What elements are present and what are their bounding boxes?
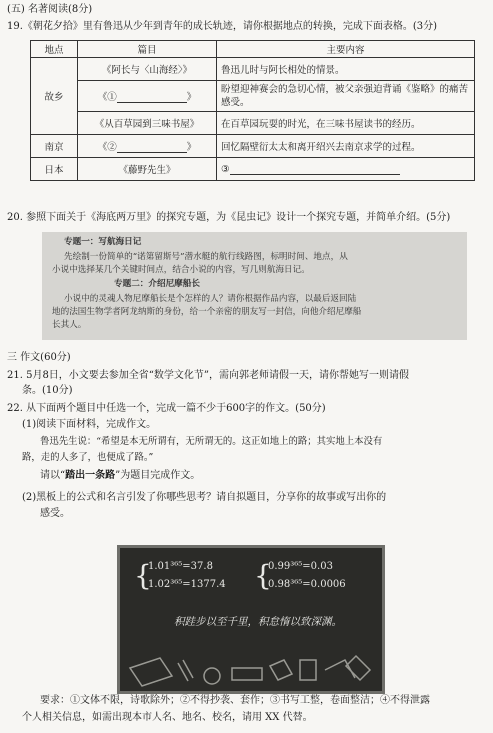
q19-table: [30, 40, 475, 181]
section5-title: (五) 名著阅读(8分): [7, 4, 93, 15]
answer-blank-3[interactable]: [230, 164, 400, 175]
chalk-decorations: [120, 548, 382, 691]
title-cell-blank-2: [78, 135, 217, 158]
answer-blank-1[interactable]: [117, 92, 187, 103]
q22-quote-line1: 鲁迅先生说：“希望是本无所谓有，无所谓无的。这正如地上的路；其实地上本没有: [40, 436, 383, 447]
topic1-title: 专题一：写航海日记: [64, 237, 142, 247]
motto: 积跬步以至千里，积怠惰以致深渊。: [174, 616, 342, 628]
header-place: 地点: [31, 41, 78, 58]
title-cell: 《藤野先生》: [78, 158, 217, 181]
eraser-icon: [270, 660, 292, 680]
title-prefix: 《②: [97, 142, 117, 153]
blackboard-image: [117, 545, 385, 694]
calculator-icon: [300, 660, 316, 680]
requirements-line2: 个人相关信息，如需出现本市人名、地名、校名，请用 XX 代替。: [22, 712, 313, 723]
q22-option1: (1)阅读下面材料，完成作文。: [22, 419, 157, 430]
title-suffix: 》: [186, 92, 197, 103]
title-cell: 《阿长与〈山海经〉》: [78, 58, 217, 81]
content-cell-blank-3: [217, 158, 475, 181]
content-cell: 盼望迎神赛会的急切心情，被父亲强迫背诵《鉴略》的痛苦感受。: [217, 81, 475, 112]
title-prefix: 《①: [97, 92, 117, 103]
formula-2: 1.02³⁶⁵=1377.4: [148, 579, 226, 590]
place-cell: 日本: [31, 158, 78, 181]
topic2-line2: 地的法国生物学者阿龙纳斯的身份，给一个亲密的朋友写一封信，向他介绍尼摩船: [52, 307, 362, 317]
essay-title: 踏出一条路: [65, 470, 116, 481]
q21-line1: 21. 5月8日，小文要去参加全省“数学文化节”，需向郭老师请假一天，请你帮她写一则请假: [7, 370, 410, 381]
table-row: [31, 112, 475, 135]
header-content: 主要内容: [217, 41, 475, 58]
content-cell: 鲁迅儿时与阿长相处的情景。: [217, 58, 475, 81]
topic2-title: 专题二：介绍尼摩船长: [114, 279, 200, 289]
q22-prompt1: [40, 469, 200, 483]
title-cell: 《从百草园到三味书屋》: [78, 112, 217, 135]
ruler-icon: [232, 668, 262, 680]
q21-line2: 条。(10分): [22, 385, 73, 396]
topic1-line2: 小说中选择某几个关键时间点，结合小说的内容，写几则航海日记。: [52, 265, 310, 275]
topic1-line1: 先绘制一份简单的“诺第留斯号”潜水艇的航行线路图，标明时间、地点，从: [64, 252, 348, 262]
q22-quote-line2: 路，走的人多了，也便成了路。”: [22, 452, 154, 463]
triangle-ruler-icon: [325, 660, 355, 678]
chalk-sketch-icon: [130, 658, 172, 686]
table-row: [31, 58, 475, 81]
header-title: 篇目: [78, 41, 217, 58]
formula-4: 0.98³⁶⁵=0.0006: [268, 579, 346, 590]
q22-stem: 22. 从下面两个题目中任选一个，完成一篇不少于600字的作文。(50分): [7, 403, 326, 414]
q22-option2-line1: (2)黑板上的公式和名言引发了你哪些思考？请自拟题目，分享你的故事或写出你的: [22, 492, 387, 503]
q22-option2-line2: 感受。: [40, 508, 70, 519]
prompt1-pre: 请以“: [40, 470, 66, 481]
topic2-line3: 长其人。: [52, 320, 87, 330]
section3-title: 三 作文(60分): [7, 352, 71, 363]
title-cell-blank-1: [78, 81, 217, 112]
formula-1: 1.01³⁶⁵=37.8: [148, 561, 213, 572]
place-cell: 故乡: [31, 58, 78, 135]
formula-3: 0.99³⁶⁵=0.03: [268, 561, 333, 572]
q20-stem: 20. 参照下面关于《海底两万里》的探究专题，为《昆虫记》设计一个探究专题，并简单介绍。(5分): [7, 212, 451, 223]
blank-marker: ③: [221, 163, 230, 175]
place-cell: 南京: [31, 135, 78, 158]
answer-blank-2[interactable]: [117, 142, 187, 153]
content-cell: 在百草园玩耍的时光，在三味书屋读书的经历。: [217, 112, 475, 135]
q19-stem: 19.《朝花夕拾》里有鲁迅从少年到青年的成长轨迹，请你根据地点的转换，完成下面表格。(3分): [7, 21, 438, 32]
left-brace: {: [134, 559, 152, 592]
topic2-line1: 小说中的灵魂人物尼摩船长是个怎样的人？请你根据作品内容，以最后返回陆: [64, 294, 357, 304]
right-brace: {: [254, 559, 272, 592]
table-row: [31, 81, 475, 112]
prompt1-post: ”为题目完成作文。: [115, 470, 201, 481]
compass-icon: [204, 668, 220, 684]
table-row: [31, 135, 475, 158]
table-header-row: [31, 41, 475, 58]
content-cell: 回忆隔壁衍太太和离开绍兴去南京求学的过程。: [217, 135, 475, 158]
pencil-icon: [178, 660, 193, 681]
title-suffix: 》: [186, 142, 197, 153]
q20-reference-box: [42, 232, 467, 340]
table-row: [31, 158, 475, 181]
requirements-line1: 要求：①文体不限，诗歌除外；②不得抄袭、套作；③书写工整，卷面整洁；④不得泄露: [40, 695, 430, 706]
